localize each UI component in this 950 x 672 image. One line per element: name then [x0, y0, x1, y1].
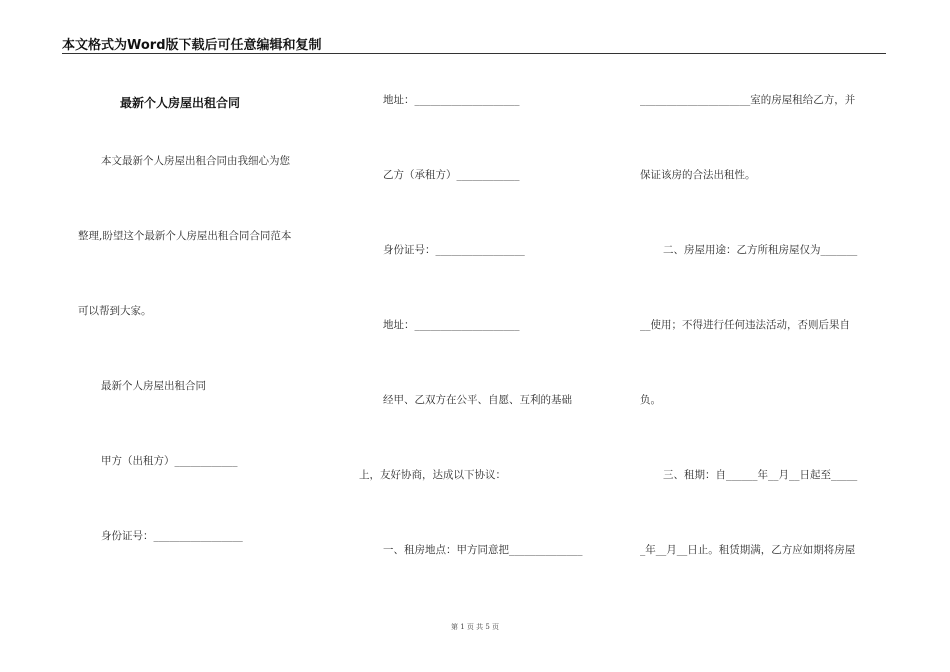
col1-line-6: 身份证号：_________________	[101, 530, 243, 542]
col1-line-2: 整理,盼望这个最新个人房屋出租合同合同范本	[78, 230, 292, 242]
col2-line-2: 乙方（承租方）____________	[383, 169, 520, 181]
col2-line-4: 地址：____________________	[383, 319, 520, 331]
document-title: 最新个人房屋出租合同	[120, 96, 241, 110]
col3-line-6: 三、租期：自______年__月__日起至_____	[663, 469, 858, 481]
col2-line-5: 经甲、乙双方在公平、自愿、互利的基础	[383, 394, 572, 406]
col3-line-7: _年__月__日止。租赁期满，乙方应如期将房屋	[640, 544, 856, 556]
col1-line-4: 最新个人房屋出租合同	[101, 380, 206, 392]
col2-line-6: 上，友好协商，达成以下协议：	[359, 469, 506, 481]
col2-line-3: 身份证号：_________________	[383, 244, 525, 256]
col3-line-3: 二、房屋用途：乙方所租房屋仅为_______	[663, 244, 858, 256]
page-footer: 第 1 页 共 5 页	[450, 623, 500, 631]
col2-line-1: 地址：____________________	[383, 94, 520, 106]
col3-line-2: 保证该房的合法出租性。	[640, 169, 756, 181]
col2-line-7: 一、租房地点：甲方同意把______________	[383, 544, 583, 556]
col3-line-5: 负。	[640, 394, 661, 406]
col1-line-1: 本文最新个人房屋出租合同由我细心为您	[101, 155, 290, 167]
header-text: 本文格式为Word版下载后可任意编辑和复制	[62, 38, 322, 53]
col3-line-4: __使用；不得进行任何违法活动，否则后果自	[640, 319, 850, 331]
col1-line-5: 甲方（出租方）____________	[101, 455, 238, 467]
col3-line-1: _____________________室的房屋租给乙方，并	[640, 94, 856, 106]
col1-line-3: 可以帮到大家。	[78, 305, 152, 317]
